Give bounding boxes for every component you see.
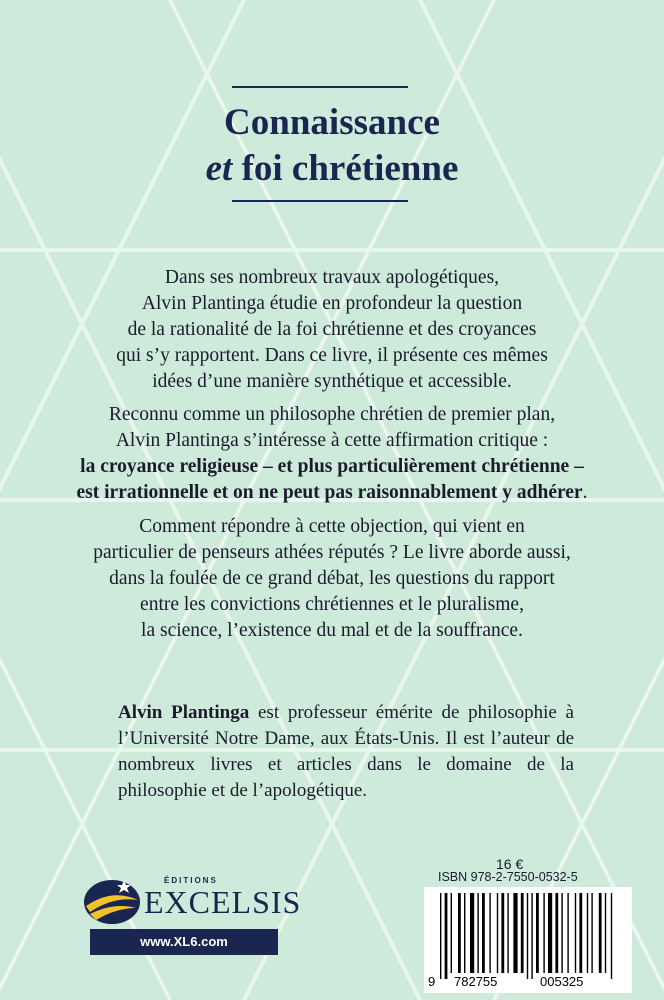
blurb-bold-line: la croyance religieuse – et plus particulièrement chrétienne –: [80, 456, 584, 477]
blurb-line: Dans ses nombreux travaux apologétiques,: [164, 267, 500, 288]
barcode-bar: [543, 893, 544, 973]
barcode-left-digits: 782755: [454, 974, 498, 989]
barcode-bar: [507, 893, 508, 973]
barcode-bar: [555, 893, 558, 973]
barcode-right-digits: 005325: [540, 974, 584, 989]
blurb-line: particulier de penseurs athées réputés ? Le livre aborde aussi,: [93, 542, 571, 563]
author-bio-text: est professeur émérite de philosophie à l’Université Notre Dame, aux États-Unis. Il est l’auteur de nombreux livres et articles dans le domaine de la philosophie et de l’apologétique.: [118, 702, 574, 801]
author-name: Alvin Plantinga: [118, 702, 250, 723]
blurb-line: Comment répondre à cette objection, qui vient en: [139, 516, 525, 537]
barcode-bar: [482, 893, 485, 973]
barcode-bar: [521, 893, 524, 973]
barcode-bar: [561, 893, 562, 973]
title-line-1: Connaissance: [224, 102, 440, 143]
barcode-bar: [527, 893, 528, 979]
blurb-bold-line: est irrationnelle et on ne peut pas raisonnablement y adhérer: [76, 482, 583, 503]
isbn: ISBN 978-2-7550-0532-5: [438, 870, 578, 884]
title-italic-word: et: [205, 148, 233, 189]
blurb-line: [40, 480, 624, 506]
barcode-bar: [591, 893, 592, 973]
barcode-bar: [458, 893, 461, 973]
title-line-2: [0, 146, 664, 192]
barcode-bar: [451, 893, 452, 973]
author-bio: [118, 700, 574, 804]
barcode-bar: [477, 893, 478, 973]
publisher-editions-label: ÉDITIONS: [164, 876, 218, 885]
blurb-line: [40, 454, 624, 480]
blurb-line: dans la foulée de ce grand débat, les questions du rapport: [109, 568, 555, 589]
barcode-bar: [548, 893, 552, 973]
blurb-line: de la rationalité de la foi chrétienne et des croyances: [127, 319, 537, 340]
barcode-bar: [536, 893, 539, 973]
barcode-bar: [611, 893, 612, 979]
blurb-line: idées d’une manière synthétique et accessible.: [152, 371, 512, 392]
barcode-bar: [464, 893, 465, 973]
blurb-line: la science, l’existence du mal et de la souffrance.: [141, 620, 523, 641]
barcode-first-digit: 9: [428, 974, 436, 989]
barcode-bar: [497, 893, 498, 973]
blurb-line: entre les convictions chrétiennes et le pluralisme,: [140, 594, 524, 615]
title-line-2-rest: foi chrétienne: [241, 148, 459, 189]
publisher-name: EXCELSIS: [144, 884, 302, 920]
blurb-paragraph-1: [40, 265, 624, 395]
barcode-bar: [489, 893, 490, 973]
blurb-line: Alvin Plantinga étudie en profondeur la question: [141, 293, 523, 314]
price: 16 €: [496, 856, 524, 872]
blurb-line: Alvin Plantinga s’intéresse à cette affirmation critique :: [115, 430, 549, 451]
barcode-bar: [470, 893, 474, 973]
barcode-bars: [424, 887, 632, 987]
blurb-period: .: [582, 482, 588, 503]
publisher-website: www.XL6.com: [90, 929, 278, 955]
title-top-rule: [232, 86, 408, 88]
barcode-bar: [567, 893, 568, 973]
barcode: [424, 887, 632, 993]
blurb-line: Reconnu comme un philosophe chrétien de premier plan,: [108, 404, 556, 425]
barcode-bar: [599, 893, 602, 973]
barcode-bar: [440, 893, 441, 979]
barcode-bar: [579, 893, 582, 973]
barcode-bar: [513, 893, 517, 973]
blurb-paragraph-2: [40, 402, 624, 506]
title-bottom-rule: [232, 200, 408, 202]
blurb-line: qui s’y rapportent. Dans ce livre, il présente ces mêmes: [116, 345, 548, 366]
barcode-bar: [501, 893, 504, 973]
barcode-bar: [575, 893, 576, 973]
book-title: [0, 100, 664, 192]
blurb-paragraph-3: [40, 514, 624, 644]
barcode-bar: [445, 893, 448, 979]
barcode-bar: [587, 893, 588, 973]
barcode-bar: [605, 893, 606, 973]
barcode-bar: [531, 893, 532, 979]
